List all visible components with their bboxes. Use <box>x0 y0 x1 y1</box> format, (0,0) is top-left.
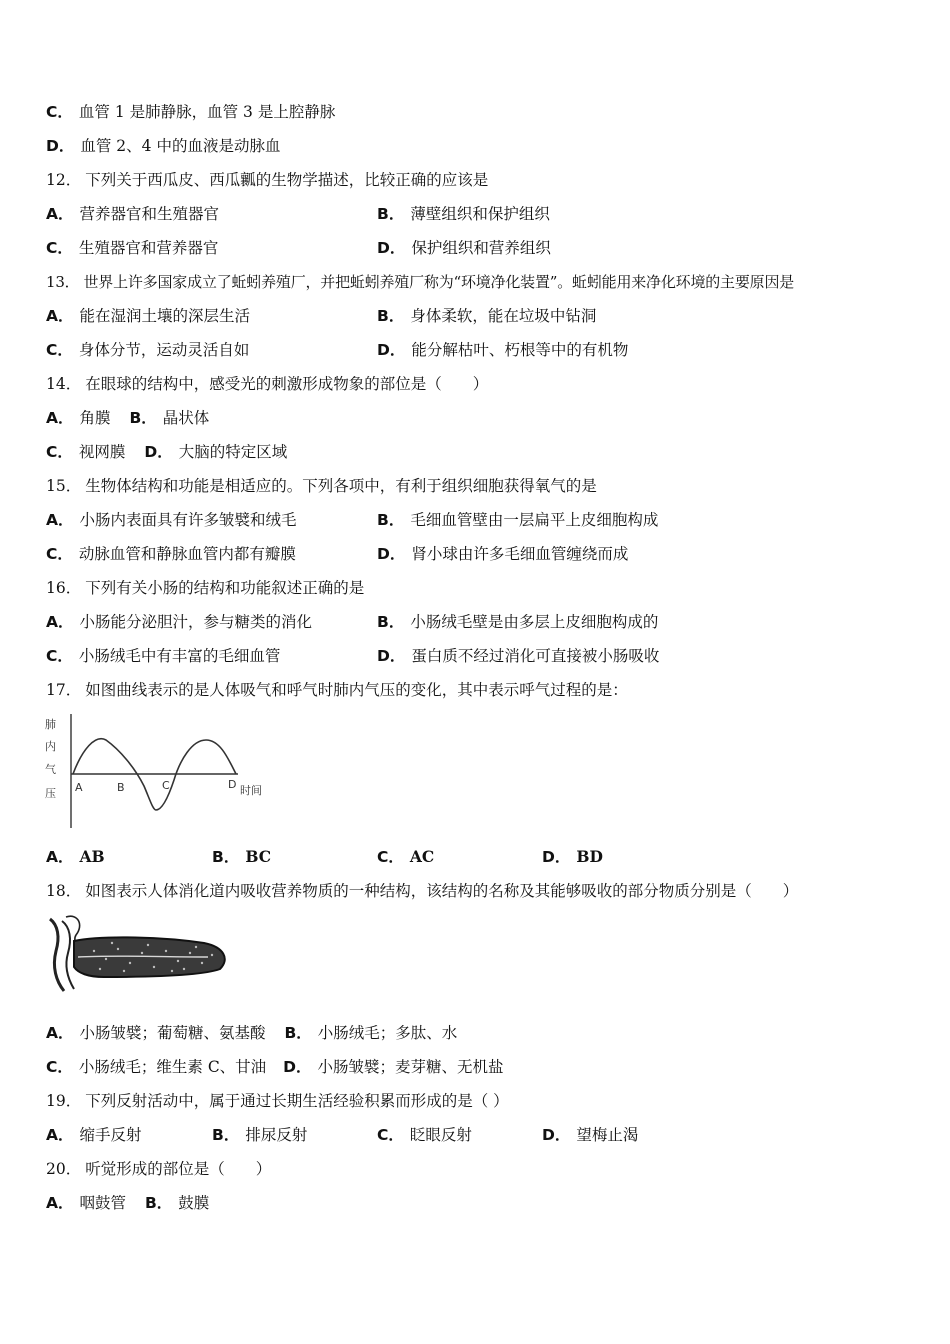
q15-option-a: A． 小肠内表面具有许多皱襞和绒毛 <box>46 511 297 529</box>
q16-option-a: A． 小肠能分泌胆汁，参与糖类的消化 <box>46 613 313 631</box>
q11-option-d: D． 血管 2、4 中的血液是动脉血 <box>46 137 281 155</box>
x-label: 时间 <box>240 784 262 797</box>
y-label-char-4: 压 <box>45 787 56 800</box>
point-label-c: C <box>162 779 170 792</box>
q16-option-d: D． 蛋白质不经过消化可直接被小肠吸收 <box>377 647 660 665</box>
y-label-char-3: 气 <box>45 763 56 776</box>
q15-option-d: D． 肾小球由许多毛细血管缠绕而成 <box>377 545 629 563</box>
q20-option-b: B． 鼓膜 <box>144 1194 210 1212</box>
q18-option-d: D． 小肠皱襞；麦芽糖、无机盐 <box>283 1058 504 1076</box>
q14-options-ab <box>46 408 209 428</box>
q12-option-a: A． 营养器官和生殖器官 <box>46 205 220 223</box>
q14-options-cd <box>46 442 287 462</box>
q15-stem: 15． 生物体结构和功能是相适应的。下列各项中，有利于组织细胞获得氧气的是 <box>46 477 597 495</box>
q14-option-d: D． 大脑的特定区域 <box>144 443 288 461</box>
q18-stem: 18． 如图表示人体消化道内吸收营养物质的一种结构，该结构的名称及其能够吸收的部分物质分别是（ ） <box>46 882 799 900</box>
villus-lacteal <box>78 956 208 957</box>
point-label-a: A <box>75 781 83 794</box>
q13-option-b: B． 身体柔软，能在垃圾中钻洞 <box>377 307 597 325</box>
q17-option-c: C． AC <box>377 847 435 866</box>
q19-option-a: A． 缩手反射 <box>46 1126 142 1144</box>
q17-option-b: B． BC <box>212 847 272 866</box>
villus-figure <box>44 911 234 995</box>
q18-option-a: A． 小肠皱襞；葡萄糖、氨基酸 <box>46 1024 266 1042</box>
q12-option-d: D． 保护组织和营养组织 <box>377 239 551 257</box>
q18-options-cd <box>46 1057 504 1077</box>
q16-option-b: B． 小肠绒毛壁是由多层上皮细胞构成的 <box>377 613 659 631</box>
q17-option-a: A． AB <box>46 847 105 866</box>
q18-option-b: B． 小肠绒毛；多肽、水 <box>284 1024 458 1042</box>
q16-stem: 16． 下列有关小肠的结构和功能叙述正确的是 <box>46 579 365 597</box>
q20-options-ab <box>46 1193 209 1213</box>
q19-option-d: D． 望梅止渴 <box>542 1126 639 1144</box>
y-label-char-1: 肺 <box>45 718 56 731</box>
q15-option-b: B． 毛细血管壁由一层扁平上皮细胞构成 <box>377 511 659 529</box>
q18-option-c: C． 小肠绒毛；维生素 C、甘油 <box>46 1058 267 1076</box>
q14-option-c: C． 视网膜 <box>46 443 126 461</box>
q12-option-b: B． 薄壁组织和保护组织 <box>377 205 550 223</box>
q15-option-c: C． 动脉血管和静脉血管内都有瓣膜 <box>46 545 296 563</box>
q11-option-c: C． 血管 1 是肺静脉，血管 3 是上腔静脉 <box>46 103 336 121</box>
point-label-b: B <box>117 781 125 794</box>
point-label-d: D <box>228 778 237 791</box>
q13-option-c: C． 身体分节，运动灵活自如 <box>46 341 250 359</box>
q14-stem: 14． 在眼球的结构中，感受光的刺激形成物象的部位是（ ） <box>46 375 489 393</box>
q16-option-c: C． 小肠绒毛中有丰富的毛细血管 <box>46 647 281 665</box>
q13-option-d: D． 能分解枯叶、朽根等中的有机物 <box>377 341 629 359</box>
q18-options-ab <box>46 1023 457 1043</box>
lung-pressure-figure <box>40 710 270 832</box>
q14-option-a: A． 角膜 <box>46 409 111 427</box>
q14-option-b: B． 晶状体 <box>129 409 210 427</box>
y-label-char-2: 内 <box>45 740 56 753</box>
q13-option-a: A． 能在湿润土壤的深层生活 <box>46 307 251 325</box>
q19-option-c: C． 眨眼反射 <box>377 1126 472 1144</box>
q20-option-a: A． 咽鼓管 <box>46 1194 127 1212</box>
q17-option-d: D． BD <box>542 847 603 866</box>
q20-stem: 20． 听觉形成的部位是（ ） <box>46 1160 272 1178</box>
wall-inner-fold <box>62 921 74 989</box>
intestinal-wall <box>50 919 64 991</box>
q19-stem: 19． 下列反射活动中，属于通过长期生活经验积累而形成的是（ ） <box>46 1092 509 1110</box>
q12-stem: 12． 下列关于西瓜皮、西瓜瓤的生物学描述，比较正确的应该是 <box>46 171 489 189</box>
q17-stem: 17． 如图曲线表示的是人体吸气和呼气时肺内气压的变化，其中表示呼气过程的是： <box>46 681 628 699</box>
q12-option-c: C． 生殖器官和营养器官 <box>46 239 219 257</box>
q13-stem: 13． 世界上许多国家成立了蚯蚓养殖厂，并把蚯蚓养殖厂称为“环境净化装置”。蚯蚓能用来净化环境的主要原因是 <box>46 273 795 291</box>
q19-option-b: B． 排尿反射 <box>212 1126 308 1144</box>
